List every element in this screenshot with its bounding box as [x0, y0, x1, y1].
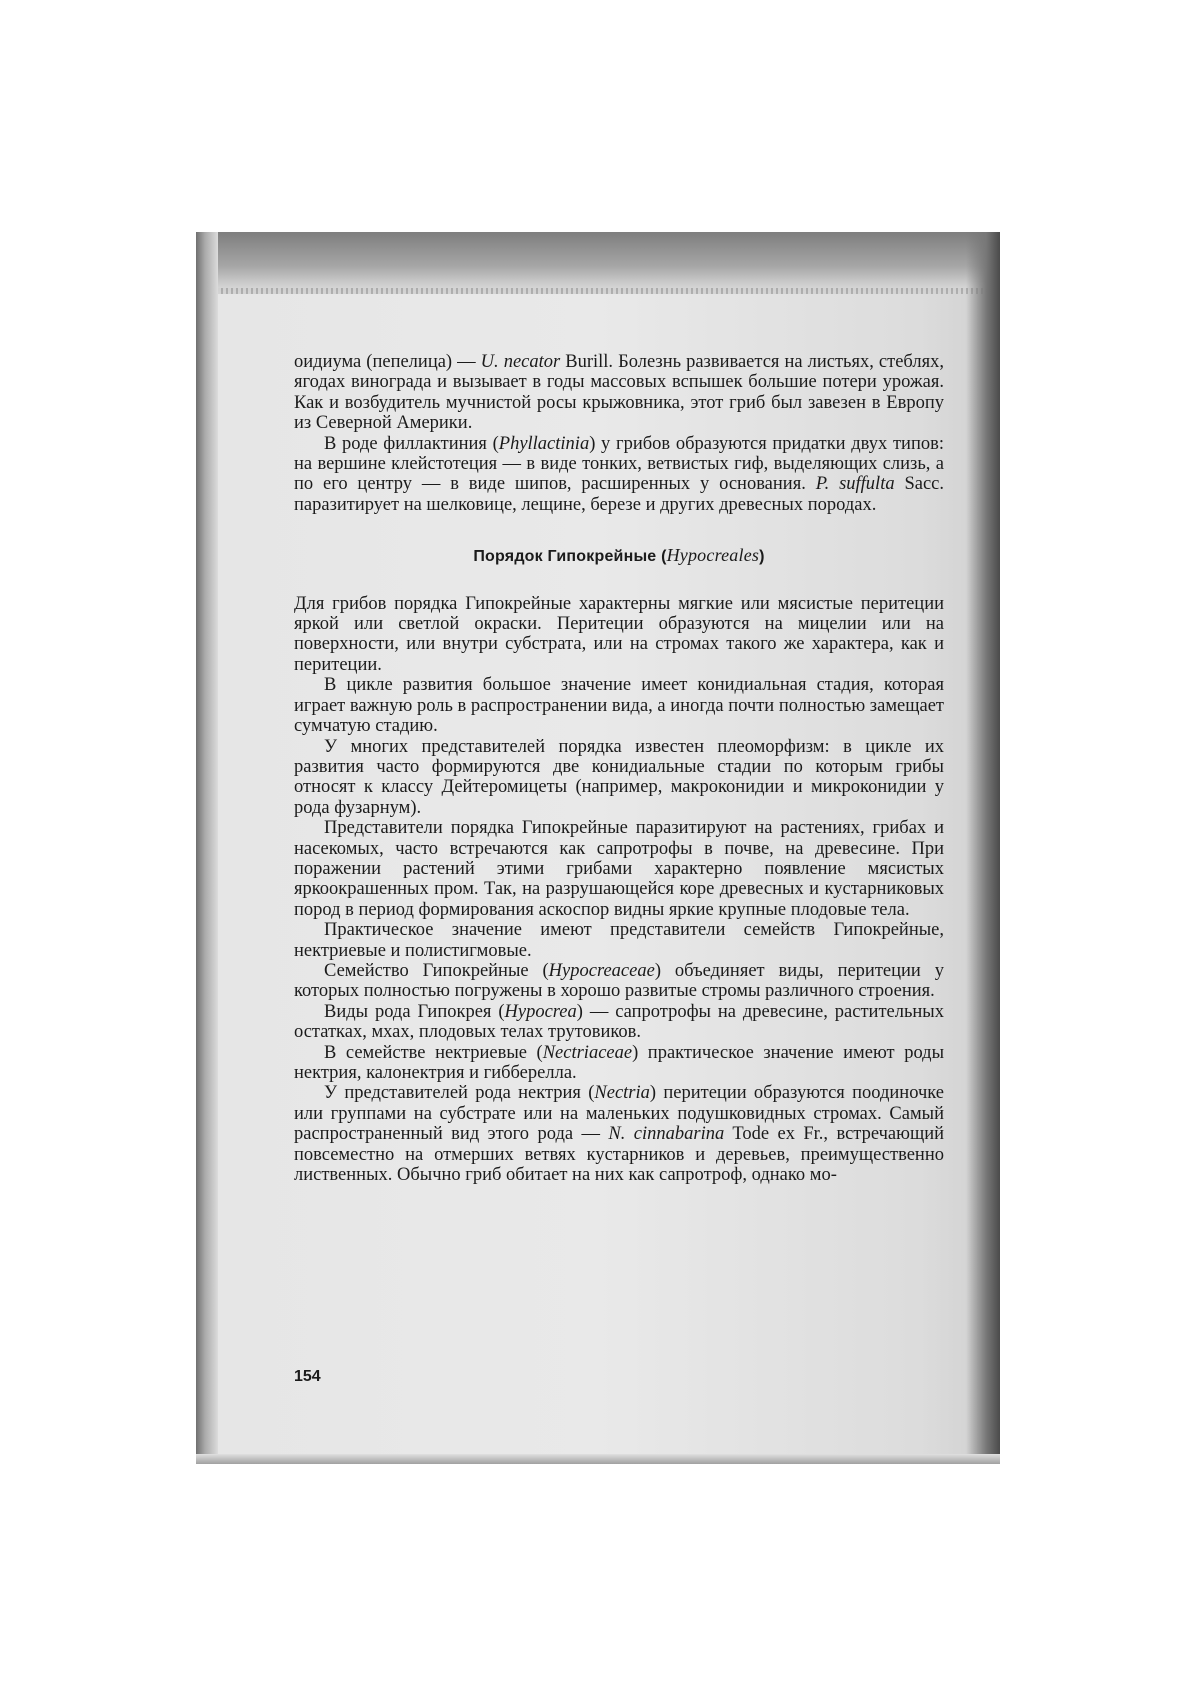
latin-term: Phyllactinia [498, 433, 590, 454]
paragraph [294, 818, 944, 920]
text-run: оидиума (пепелица) — [294, 352, 481, 372]
text-run: Семейство Гипокрейные ( [324, 960, 549, 981]
text-run: В роде филлактиния ( [324, 433, 499, 454]
text-section-before-heading [294, 352, 944, 515]
text-run: Для грибов порядка Гипокрейные характерны мягкие или мясистые перитеции яркой или светлой окраски. Перитеции образуются на мицелии или на поверхности, или внутри субстрата, или на стромах такого же характера, как и перитеции. [294, 593, 944, 675]
text-run: Виды рода Гипокрея ( [324, 1001, 505, 1022]
paragraph [294, 434, 944, 516]
scanned-page [196, 232, 1000, 1464]
body-text [294, 352, 944, 1185]
text-run: ) объединяет виды, перитеции у которых полностью погружены в хорошо развитые стромы различного строения. [294, 960, 944, 1002]
text-run: ) практическое значение имеют роды нектрия, калонектрия и гибберелла. [294, 1042, 944, 1083]
latin-term: N. cinnabarina [608, 1124, 725, 1145]
paragraph [294, 737, 944, 819]
text-run: В семействе нектриевые ( [324, 1042, 543, 1063]
latin-term: U. necator [480, 352, 561, 372]
scan-right-binding-shadow [966, 232, 1000, 1464]
text-run: Burill. Болезнь развивается на листьях, стеблях, ягодах винограда и вызывает в годы массовых вспышек большие потери урожая. Как и возбудитель мучнистой росы крыжовника, этот гриб был завезен в Европу из Северной Америки. [294, 352, 944, 434]
paragraph [294, 675, 944, 736]
heading-latin-wrap: (Hypocreales) [661, 545, 765, 566]
text-run: В цикле развития большое значение имеет конидиальная стадия, которая играет важную роль в распространении вида, а иногда почти полностью замещает сумчатую стадию. [294, 675, 944, 737]
text-run: У представителей рода нектрия ( [324, 1083, 595, 1104]
latin-term: Hypocrea [504, 1001, 577, 1022]
text-run: У многих представителей порядка известен плеоморфизм: в цикле их развития часто формируются две конидиальные стадии по которым грибы относят к классу Дейтеромицеты (например, макроконидии и микроконидии у рода фузарнум). [294, 736, 944, 818]
latin-term: Nectriaceae [542, 1042, 633, 1063]
text-run: Представители порядка Гипокрейные паразитируют на растениях, грибах и насекомых, часто встречаются как сапротрофы в почве, на древесине. При поражении растений этими грибами характерно появление мясистых яркоокрашенных пром. Так, на разрушающейся коре древесных и кустарниковых пород в период формирования аскоспор видны яркие крупные плодовые тела. [294, 818, 944, 920]
section-heading [294, 545, 944, 567]
text-section-after-heading [294, 594, 944, 1186]
paragraph [294, 920, 944, 961]
text-run: Sacc. паразитирует на шелковице, лещине, березе и других древесных породах. [294, 474, 944, 515]
paragraph [294, 1002, 944, 1043]
paragraph [294, 1083, 944, 1185]
heading-prefix: Порядок Гипокрейные [473, 548, 657, 566]
scan-bottom-edge [196, 1454, 1000, 1464]
paragraph [294, 352, 944, 434]
paragraph [294, 594, 944, 676]
latin-term: P. suffulta [815, 474, 895, 495]
page-number: 154 [294, 1368, 321, 1385]
scan-top-shadow [196, 232, 1000, 294]
text-run: ) перитеции образуются поодиночке или группами на субстрате или на маленьких подушковидных стромах. Самый распространенный вид этого рода — [294, 1083, 945, 1145]
text-run: ) — сапротрофы на древесине, растительных остатках, мхах, плодовых телах трутовиков. [294, 1001, 944, 1043]
paragraph [294, 961, 944, 1002]
latin-term: Nectria [594, 1083, 650, 1104]
heading-latin: Hypocreales [666, 545, 760, 566]
paragraph [294, 1043, 944, 1084]
scan-left-edge [196, 232, 218, 1464]
text-run: Практическое значение имеют представители семейств Гипокрейные, нектриевые и полистигмовые. [294, 920, 944, 961]
latin-term: Hypocreaceae [548, 960, 655, 981]
text-run: Tode ex Fr., встречающий повсеместно на отмерших ветвях кустарников и деревьев, преимущественно лиственных. Обычно гриб обитает на них как сапротроф, однако мо- [294, 1124, 944, 1186]
text-run: ) у грибов образуются придатки двух типов: на вершине клейстотеция — в виде тонких, ветвистых гиф, выделяющих слизь, а по его центру — в виде шипов, расширенных у основания. [294, 433, 944, 495]
